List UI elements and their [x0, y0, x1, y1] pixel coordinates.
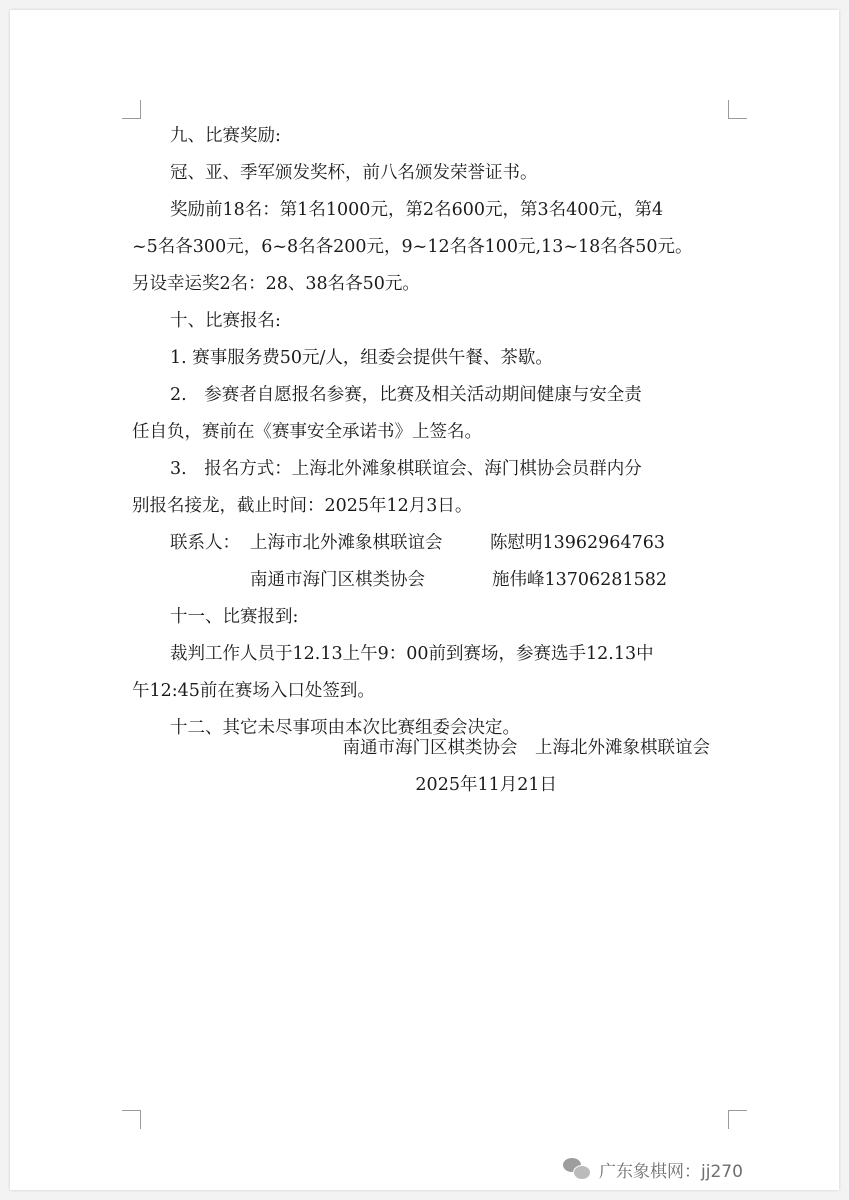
- paragraph: 裁判工作人员于12.13上午9：00前到赛场，参赛选手12.13中: [170, 644, 654, 664]
- contact-org: 南通市海门区棋类协会: [250, 570, 425, 590]
- crop-mark-bottom-left: [122, 1110, 141, 1129]
- contact-person: 陈慰明13962964763: [490, 533, 665, 553]
- contact-label: 联系人：: [170, 533, 240, 553]
- paragraph: 冠、亚、季军颁发奖杯，前八名颁发荣誉证书。: [170, 163, 538, 183]
- paragraph: 另设幸运奖2名：28、38名各50元。: [132, 274, 420, 294]
- signature-orgs: 南通市海门区棋类协会 上海北外滩象棋联谊会: [342, 738, 710, 758]
- crop-mark-top-left: [122, 100, 141, 119]
- paragraph: 午12:45前在赛场入口处签到。: [132, 681, 375, 701]
- paragraph: ~5名各300元，6~8名各200元，9~12名各100元,13~18名各50元。: [132, 237, 693, 257]
- section-title-awards: 九、比赛奖励:: [170, 126, 281, 146]
- contact-person: 施伟峰13706281582: [492, 570, 667, 590]
- signature-block: [132, 730, 722, 804]
- signature-date: 2025年11月21日: [415, 775, 557, 795]
- watermark: [563, 1154, 743, 1184]
- document-body: [132, 118, 722, 747]
- contact-row: [132, 562, 722, 599]
- crop-mark-bottom-right: [728, 1110, 747, 1129]
- paragraph: 3. 报名方式：上海北外滩象棋联谊会、海门棋协会员群内分: [170, 459, 642, 479]
- paragraph: 别报名接龙，截止时间：2025年12月3日。: [132, 496, 473, 516]
- paragraph: 奖励前18名：第1名1000元，第2名600元，第3名400元，第4: [170, 200, 664, 220]
- wechat-icon: [563, 1158, 591, 1180]
- paragraph: 1. 赛事服务费50元/人，组委会提供午餐、茶歇。: [170, 348, 553, 368]
- contact-org: 上海市北外滩象棋联谊会: [250, 533, 443, 553]
- paragraph: 任自负，赛前在《赛事安全承诺书》上签名。: [132, 422, 482, 442]
- section-title-checkin: 十一、比赛报到:: [170, 607, 299, 627]
- section-title-registration: 十、比赛报名:: [170, 311, 281, 331]
- crop-mark-top-right: [728, 100, 747, 119]
- section-title-other: 十二、其它未尽事项由本次比赛组委会决定。: [170, 718, 520, 738]
- watermark-text: 广东象棋网：jj270: [599, 1161, 743, 1182]
- paragraph: 2. 参赛者自愿报名参赛，比赛及相关活动期间健康与安全责: [170, 385, 642, 405]
- contact-row: [132, 525, 722, 562]
